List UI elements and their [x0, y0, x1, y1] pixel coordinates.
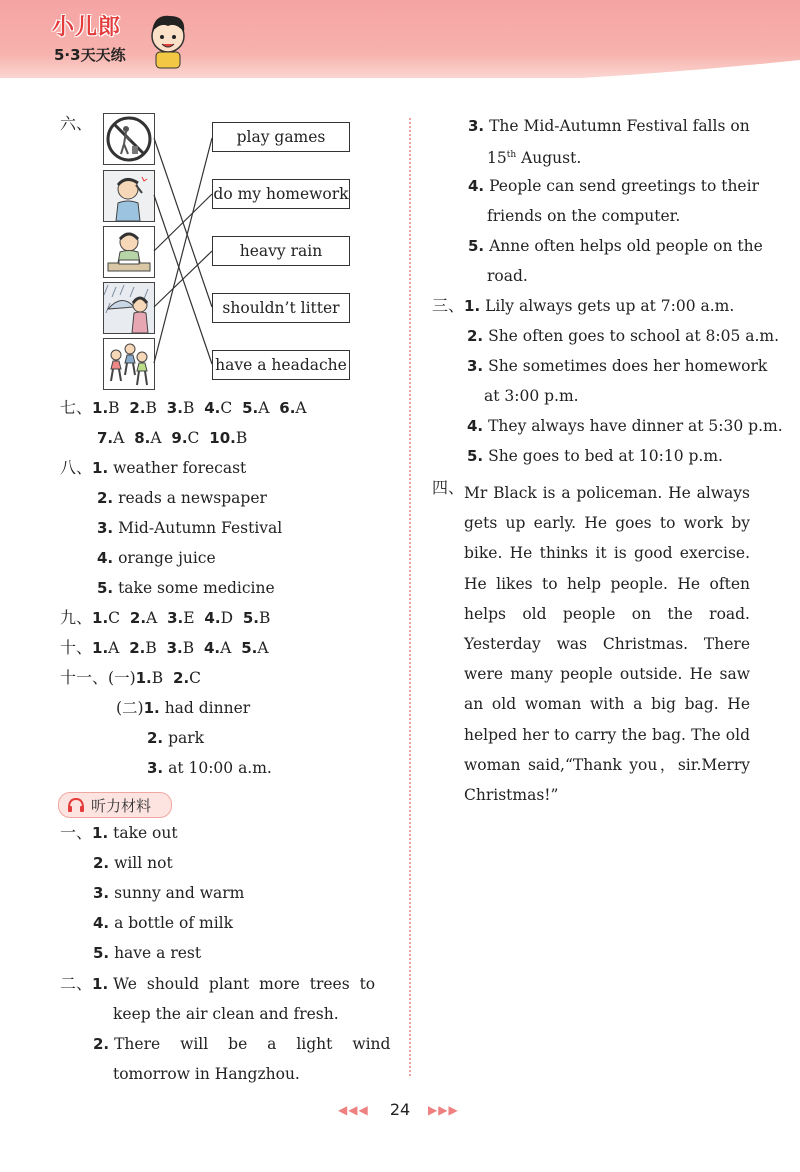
match-box-5: have a headache [212, 350, 350, 380]
section-8-item-3: 3. Mid-Autumn Festival [97, 519, 283, 537]
section-8-label: 八、 [60, 458, 93, 477]
listen-1-item-1: 一、1. take out [60, 823, 178, 842]
picture-3 [103, 226, 155, 278]
listen-3-item-4: 4. They always have dinner at 5:30 p.m. [467, 417, 783, 435]
section-10-row: 十、1.A 2.B 3.B 4.A 5.A [60, 638, 269, 657]
listening-material-title: 听力材料 [91, 797, 152, 815]
listen-2-label: 二、 [60, 974, 93, 993]
logo-subtitle: 5·3天天练 [54, 46, 126, 64]
listen-3-item-3-cont: at 3:00 p.m. [484, 387, 579, 405]
match-line-5 [154, 138, 212, 363]
listen-2-item-2-line-1: 2. There will be a light wind [93, 1035, 391, 1053]
match-box-2: do my homework [212, 179, 350, 209]
no-litter-sign-icon [104, 114, 154, 164]
listen-3-item-1: 三、1. Lily always gets up at 7:00 a.m. [432, 296, 735, 315]
listen-1-item-2: 2. will not [93, 854, 173, 872]
match-box-4: shouldn’t litter [212, 293, 350, 323]
match-box-1: play games [212, 122, 350, 152]
picture-4 [103, 282, 155, 334]
listen-4-label: 四、 [432, 478, 465, 497]
section-8-item-2: 2. reads a newspaper [97, 489, 267, 507]
match-box-3: heavy rain [212, 236, 350, 266]
listen-2-item-5-line-1: 5. Anne often helps old people on the [468, 237, 763, 255]
listen-2-item-3-line-1: 3. The Mid-Autumn Festival falls on [468, 117, 750, 135]
listen-2-item-1-line-1: 二、1. We should plant more trees to [60, 974, 376, 993]
section-7-label: 七、 [60, 398, 93, 417]
prev-arrows-icon: ◀◀◀ [338, 1103, 369, 1117]
headphones-icon [67, 797, 85, 813]
picture-1 [103, 113, 155, 165]
section-11-part-1: 十一、(一)1.B 2.C [60, 668, 202, 687]
logo [52, 10, 192, 72]
listen-3-item-3: 3. She sometimes does her homework [467, 357, 768, 375]
listen-2-item-3-line-2: 15th August. [487, 149, 582, 168]
listen-1-label: 一、 [60, 823, 93, 842]
listen-1-item-4: 4. a bottle of milk [93, 914, 234, 932]
listen-2-item-4-line-1: 4. People can send greetings to their [468, 177, 759, 195]
listen-2-item-2-line-2: tomorrow in Hangzhou. [113, 1065, 300, 1083]
match-line-2 [154, 195, 212, 364]
rain-girl-icon [104, 283, 154, 333]
listen-2-item-1-line-2: keep the air clean and fresh. [113, 1005, 339, 1023]
section-11-part-2-item-1: (二)1. had dinner [116, 699, 251, 717]
picture-2 [103, 170, 155, 222]
next-arrows-icon: ▶▶▶ [428, 1103, 459, 1117]
mascot-boy-icon [146, 10, 192, 70]
match-line-4 [154, 251, 212, 307]
section-9-row: 九、1.C 2.A 3.E 4.D 5.B [60, 608, 271, 627]
match-line-3 [154, 194, 212, 251]
listen-1-item-5: 5. have a rest [93, 944, 202, 962]
section-10-label: 十、 [60, 638, 93, 657]
section-11-label: 十一、 [60, 668, 109, 687]
section-11-part-2-item-2: 2. park [147, 729, 205, 747]
listen-3-item-2: 2. She often goes to school at 8:05 a.m. [467, 327, 780, 345]
section-8-item-5: 5. take some medicine [97, 579, 275, 597]
section-8-item-4: 4. orange juice [97, 549, 216, 567]
headache-boy-icon [104, 171, 154, 221]
listen-3-label: 三、 [432, 296, 465, 315]
section-7-row-1: 七、1.B 2.B 3.B 4.C 5.A 6.A [60, 398, 307, 417]
picture-5 [103, 338, 155, 390]
section-9-label: 九、 [60, 608, 93, 627]
listen-2-item-5-line-2: road. [487, 267, 528, 285]
logo-title: 小儿郎 [52, 15, 122, 40]
section-7-row-2: 7.A 8.A 9.C 10.B [97, 429, 248, 447]
listen-4-passage: Mr Black is a policeman. He always gets up early. He goes to work by bike. He thinks it is good exercise. He likes to help people. He often helps old people on the road. Yesterday was Christmas. There were many people outside. He saw an old woman with a big bag. He helped her to carry the bag. The old woman said,“Thank you，sir.Merry Christmas!” [464, 484, 750, 805]
listening-material-badge [58, 792, 172, 818]
listen-3-item-5: 5. She goes to bed at 10:10 p.m. [467, 447, 723, 465]
page-number: 24 [389, 1100, 411, 1119]
listen-1-item-3: 3. sunny and warm [93, 884, 245, 902]
homework-boy-icon [104, 227, 154, 277]
children-playing-icon [104, 339, 154, 389]
listen-2-item-4-line-2: friends on the computer. [487, 207, 681, 225]
match-line-1 [154, 138, 212, 307]
column-divider [409, 118, 411, 1076]
section-11-part-2-item-3: 3. at 10:00 a.m. [147, 759, 272, 777]
section-8-item-1: 八、1. weather forecast [60, 458, 247, 477]
section-6-label: 六、 [60, 114, 93, 133]
